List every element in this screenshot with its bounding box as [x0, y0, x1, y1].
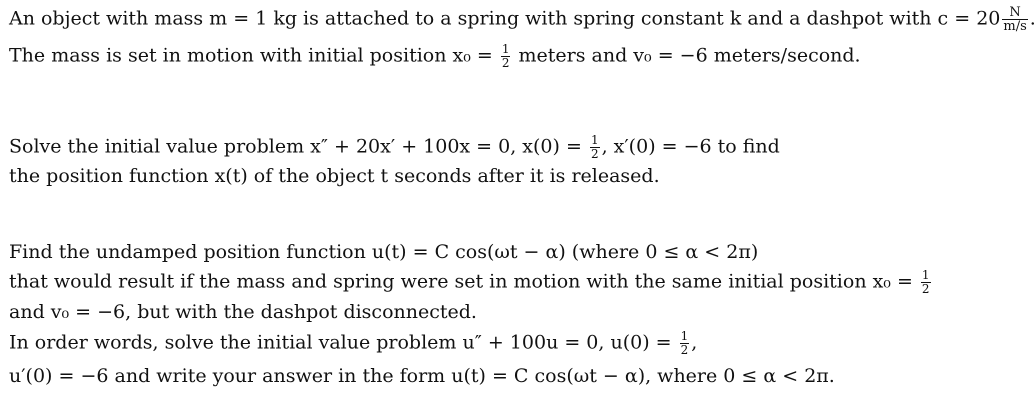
x-initial-numerator: 1: [590, 133, 599, 147]
part1-line-1: [9, 134, 780, 161]
intro-line-2-b: meters and v₀ = −6 meters/second.: [512, 44, 861, 67]
x0-2-denominator: 2: [921, 282, 930, 296]
unit-denominator: m/s: [1003, 19, 1027, 34]
x0-fraction-2: [921, 269, 931, 296]
part2-line-2-a: that would result if the mass and spring were set in motion with the same initial position x₀ =: [9, 270, 919, 293]
x0-fraction: [501, 43, 511, 70]
part2-line-4-b: ,: [691, 331, 698, 354]
intro-line-1: [9, 6, 1036, 33]
damping-unit-fraction: [1002, 6, 1027, 33]
intro-line-2-a: The mass is set in motion with initial position x₀ =: [9, 44, 499, 67]
part1-line-1-a: Solve the initial value problem x″ + 20x′ + 100x = 0, x(0) =: [9, 135, 588, 158]
part1-line-2: the position function x(t) of the object t seconds after it is released.: [9, 165, 660, 187]
unit-numerator: N: [1002, 6, 1027, 20]
x0-2-numerator: 1: [921, 268, 930, 282]
x0-numerator: 1: [501, 42, 510, 56]
part2-line-1: Find the undamped position function u(t) = C cos(ωt − α) (where 0 ≤ α < 2π): [9, 241, 759, 263]
x-initial-fraction: [590, 134, 600, 161]
x0-denominator: 2: [501, 56, 510, 70]
part2-line-3: and v₀ = −6, but with the dashpot disconnected.: [9, 301, 477, 323]
u0-numerator: 1: [680, 329, 689, 343]
part2-line-4-a: In order words, solve the initial value problem u″ + 100u = 0, u(0) =: [9, 331, 678, 354]
part2-line-4: [9, 330, 697, 357]
part2-line-5: u′(0) = −6 and write your answer in the form u(t) = C cos(ωt − α), where 0 ≤ α < 2π.: [9, 365, 835, 387]
intro-line-2: [9, 43, 861, 70]
intro-line-1-end: .: [1029, 7, 1036, 30]
u0-denominator: 2: [680, 343, 689, 357]
part1-line-1-b: , x′(0) = −6 to find: [601, 135, 780, 158]
x-initial-denominator: 2: [590, 147, 599, 161]
intro-line-1-text: An object with mass m = 1 kg is attached to a spring with spring constant k and a dashpot with c = 20: [9, 7, 1001, 30]
u0-fraction: [680, 330, 690, 357]
part2-line-2: [9, 269, 933, 296]
